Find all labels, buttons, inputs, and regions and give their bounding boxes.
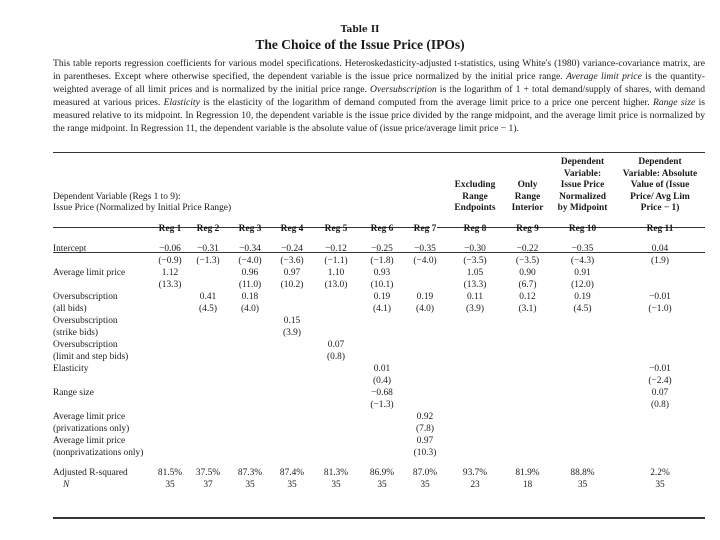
empty-cell xyxy=(53,215,153,239)
table-cell xyxy=(187,339,229,351)
table-cell xyxy=(271,375,313,387)
table-cell xyxy=(153,375,187,387)
table-cell xyxy=(550,399,615,411)
table-cell xyxy=(153,327,187,339)
table-cell: 0.97 xyxy=(283,267,301,278)
table-cell xyxy=(187,387,229,399)
table-cell: 0.11 xyxy=(466,291,484,302)
row-label: N xyxy=(63,479,70,490)
table-cell xyxy=(445,339,505,351)
table-row xyxy=(53,447,705,459)
table-cell xyxy=(405,339,445,351)
table-cell xyxy=(271,423,313,435)
table-cell xyxy=(271,363,313,375)
table-cell: (13.0) xyxy=(324,279,348,290)
row-label xyxy=(53,255,153,267)
column-header: Reg 4 xyxy=(280,223,304,234)
table-cell: 0.07 xyxy=(651,387,669,398)
table-cell xyxy=(313,387,359,399)
table-cell xyxy=(313,303,359,315)
row-label xyxy=(53,399,153,411)
table-cell: 0.93 xyxy=(373,267,391,278)
table-cell: (10.3) xyxy=(413,447,437,458)
table-cell xyxy=(615,279,705,291)
column-header: Reg 8 xyxy=(463,223,487,234)
column-header: Reg 2 xyxy=(196,223,220,234)
table-cell xyxy=(550,375,615,387)
table-cell xyxy=(271,387,313,399)
table-cell xyxy=(615,423,705,435)
table-cell xyxy=(271,351,313,363)
table-cell xyxy=(550,315,615,327)
table-cell xyxy=(271,291,313,303)
table-cell: 0.01 xyxy=(373,363,391,374)
table-cell: 23 xyxy=(470,479,480,490)
table-cell xyxy=(359,315,405,327)
table-cell: 0.12 xyxy=(519,291,536,302)
table-cell xyxy=(187,267,229,279)
table-cell xyxy=(550,339,615,351)
table-cell xyxy=(445,375,505,387)
table-cell: (13.3) xyxy=(463,279,487,290)
table-cell xyxy=(405,399,445,411)
table-cell: (13.3) xyxy=(158,279,182,290)
table-cell: (4.0) xyxy=(416,303,434,314)
table-cell xyxy=(153,351,187,363)
table-cell xyxy=(505,339,550,351)
table-cell: 0.07 xyxy=(327,339,345,350)
table-cell xyxy=(187,375,229,387)
table-cell xyxy=(505,435,550,447)
row-label: Range size xyxy=(53,387,94,398)
table-cell xyxy=(229,411,271,423)
table-cell xyxy=(445,399,505,411)
table-cell xyxy=(313,327,359,339)
table-cell xyxy=(550,447,615,459)
table-cell xyxy=(229,363,271,375)
table-cell xyxy=(271,399,313,411)
group-header-left: Dependent Variable (Regs 1 to 9): Issue Price (Normalized by Initial Price Range) xyxy=(53,191,232,213)
summary-row xyxy=(53,467,705,479)
table-cell: (11.0) xyxy=(238,279,262,290)
top-rule xyxy=(53,152,705,153)
table-cell: 35 xyxy=(655,479,665,490)
table-cell: (0.4) xyxy=(373,375,391,386)
table-cell: −0.34 xyxy=(239,243,261,254)
column-header: Reg 1 xyxy=(158,223,182,234)
table-cell xyxy=(229,399,271,411)
table-cell xyxy=(405,387,445,399)
table-cell xyxy=(550,411,615,423)
term-oversubscription: Oversubscription xyxy=(370,84,437,95)
table-cell xyxy=(229,423,271,435)
table-cell xyxy=(615,315,705,327)
table-cell xyxy=(271,339,313,351)
caption-text: is the elasticity of the logarithm of demand computed from the average limit price to a price one percent higher. xyxy=(199,97,653,108)
row-label: Oversubscription xyxy=(53,291,118,302)
table-cell: 0.96 xyxy=(241,267,259,278)
table-cell: (−1.1) xyxy=(324,255,348,266)
table-cell xyxy=(187,411,229,423)
table-cell xyxy=(505,375,550,387)
table-cell: 1.12 xyxy=(161,267,179,278)
table-cell: 0.90 xyxy=(519,267,536,278)
table-cell xyxy=(313,423,359,435)
table-cell xyxy=(359,339,405,351)
table-cell xyxy=(445,435,505,447)
table-cell: (−4.3) xyxy=(570,255,595,266)
row-label: Elasticity xyxy=(53,363,89,374)
table-cell: (−1.3) xyxy=(196,255,220,266)
table-cell: −0.06 xyxy=(159,243,181,254)
table-cell xyxy=(550,327,615,339)
table-cell xyxy=(229,447,271,459)
column-header: Reg 7 xyxy=(413,223,437,234)
table-cell xyxy=(187,399,229,411)
table-cell xyxy=(615,267,705,279)
table-cell xyxy=(271,435,313,447)
table-cell: (0.8) xyxy=(651,399,669,410)
table-cell: 87.4% xyxy=(279,467,305,478)
table-cell: −0.01 xyxy=(649,363,671,374)
table-cell: −0.25 xyxy=(371,243,393,254)
table-title: The Choice of the Issue Price (IPOs) xyxy=(255,37,465,52)
table-cell: 37 xyxy=(203,479,213,490)
table-cell: 0.04 xyxy=(651,243,669,254)
table-row xyxy=(53,339,705,351)
table-cell: 0.91 xyxy=(574,267,591,278)
table-cell: 18 xyxy=(522,479,533,490)
table-cell: 81.3% xyxy=(323,467,349,478)
table-cell: −0.24 xyxy=(281,243,303,254)
table-cell xyxy=(505,315,550,327)
table-cell: 1.10 xyxy=(327,267,345,278)
column-header: Reg 5 xyxy=(324,223,348,234)
table-cell xyxy=(187,435,229,447)
table-row xyxy=(53,291,705,303)
table-cell: (4.5) xyxy=(573,303,592,314)
table-cell: 35 xyxy=(287,479,297,490)
table-cell xyxy=(229,435,271,447)
table-cell: 2.2% xyxy=(650,467,670,478)
table-cell xyxy=(359,435,405,447)
table-row xyxy=(53,435,705,447)
table-cell: 37.5% xyxy=(195,467,221,478)
table-cell: 81.5% xyxy=(157,467,183,478)
table-cell: (−1.8) xyxy=(370,255,394,266)
group-header-row xyxy=(53,157,705,215)
table-cell: (4.5) xyxy=(199,303,217,314)
row-label: (nonprivatizations only) xyxy=(53,447,144,458)
table-cell xyxy=(359,447,405,459)
table-cell xyxy=(153,387,187,399)
table-cell: (3.9) xyxy=(283,327,301,338)
table-cell xyxy=(405,327,445,339)
table-cell: 35 xyxy=(245,479,255,490)
table-cell xyxy=(187,351,229,363)
table-cell xyxy=(550,423,615,435)
table-row xyxy=(53,279,705,291)
table-cell xyxy=(187,279,229,291)
table-cell xyxy=(153,435,187,447)
table-cell xyxy=(615,435,705,447)
table-cell xyxy=(313,315,359,327)
table-cell: 35 xyxy=(420,479,430,490)
table-cell: (−4.0) xyxy=(413,255,437,266)
table-cell: (4.0) xyxy=(241,303,259,314)
table-cell: (−3.5) xyxy=(463,255,487,266)
term-average-limit-price: Average limit price xyxy=(566,71,642,82)
table-cell xyxy=(445,447,505,459)
table-cell xyxy=(153,423,187,435)
table-row xyxy=(53,239,705,255)
table-cell: 0.41 xyxy=(199,291,217,302)
table-cell: 1.05 xyxy=(466,267,484,278)
table-cell: 0.92 xyxy=(416,411,434,422)
table-cell xyxy=(153,363,187,375)
group-header: Excluding Range Endpoints xyxy=(454,180,496,213)
table-cell: (−1.3) xyxy=(370,399,394,410)
table-cell: 0.19 xyxy=(416,291,434,302)
table-cell: (−1.0) xyxy=(648,303,672,314)
table-cell: 93.7% xyxy=(462,467,488,478)
table-cell: 81.9% xyxy=(515,467,540,478)
table-cell: −0.35 xyxy=(571,243,594,254)
caption-text: is the logarithm of 1 + total demand/supply of shares, with demand measured at various prices. xyxy=(53,84,706,108)
table-cell: (−0.9) xyxy=(158,255,182,266)
table-cell xyxy=(550,351,615,363)
column-header: Reg 9 xyxy=(516,223,539,234)
table-cell xyxy=(615,339,705,351)
table-cell xyxy=(615,351,705,363)
table-cell xyxy=(445,423,505,435)
row-label xyxy=(53,279,153,291)
table-cell: 0.19 xyxy=(574,291,591,302)
table-cell xyxy=(359,327,405,339)
table-cell xyxy=(359,423,405,435)
table-cell xyxy=(229,375,271,387)
table-cell: −0.22 xyxy=(516,243,539,254)
table-row xyxy=(53,327,705,339)
table-cell xyxy=(505,411,550,423)
table-cell: 35 xyxy=(577,479,588,490)
table-row xyxy=(53,267,705,279)
table-cell: 0.15 xyxy=(283,315,301,326)
table-cell xyxy=(445,411,505,423)
table-cell xyxy=(229,339,271,351)
table-row xyxy=(53,375,705,387)
row-label: (all bids) xyxy=(53,303,87,314)
table-row xyxy=(53,303,705,315)
table-row xyxy=(53,363,705,375)
row-label: Oversubscription xyxy=(53,339,118,350)
table-cell xyxy=(313,375,359,387)
table-cell: 87.0% xyxy=(412,467,438,478)
table-cell xyxy=(405,315,445,327)
table-cell xyxy=(405,279,445,291)
row-label: (strike bids) xyxy=(53,327,99,338)
table-cell: −0.35 xyxy=(414,243,436,254)
table-cell: (−4.0) xyxy=(238,255,262,266)
table-cell: 35 xyxy=(331,479,341,490)
table-cell xyxy=(187,327,229,339)
table-cell xyxy=(153,339,187,351)
term-range-size: Range size xyxy=(652,97,696,108)
table-cell xyxy=(505,387,550,399)
row-label: (limit and step bids) xyxy=(53,351,129,362)
column-header: Reg 11 xyxy=(646,223,674,234)
table-cell: (10.2) xyxy=(280,279,304,290)
table-cell: 87.3% xyxy=(237,467,263,478)
table-cell xyxy=(405,363,445,375)
table-cell: (7.8) xyxy=(416,423,434,434)
row-label: Average limit price xyxy=(53,435,126,446)
table-cell xyxy=(313,399,359,411)
table-cell xyxy=(313,363,359,375)
table-cell: −0.01 xyxy=(649,291,671,302)
table-cell xyxy=(505,363,550,375)
table-cell xyxy=(445,327,505,339)
table-cell: −0.31 xyxy=(197,243,219,254)
table-row xyxy=(53,399,705,411)
table-cell xyxy=(229,315,271,327)
table-cell xyxy=(359,411,405,423)
table-cell xyxy=(445,387,505,399)
column-header: Reg 10 xyxy=(568,223,597,234)
table-cell xyxy=(229,327,271,339)
row-label: Average limit price xyxy=(53,267,126,278)
table-cell: (10.1) xyxy=(370,279,394,290)
table-cell xyxy=(615,411,705,423)
table-cell xyxy=(187,363,229,375)
table-cell xyxy=(615,447,705,459)
summary-row xyxy=(53,479,705,491)
table-cell: (−3.6) xyxy=(280,255,304,266)
table-cell xyxy=(405,351,445,363)
table-cell xyxy=(313,411,359,423)
table-cell xyxy=(187,423,229,435)
table-cell xyxy=(359,351,405,363)
table-cell: (0.8) xyxy=(327,351,345,362)
table-row xyxy=(53,315,705,327)
table-cell xyxy=(550,435,615,447)
bottom-rule xyxy=(53,517,705,519)
table-row xyxy=(53,351,705,363)
table-cell: (1.9) xyxy=(651,255,669,266)
table-cell: (6.7) xyxy=(518,279,537,290)
table-cell xyxy=(313,447,359,459)
table-cell: (3.9) xyxy=(466,303,484,314)
spacer xyxy=(53,459,705,467)
table-row xyxy=(53,411,705,423)
table-cell: 88.8% xyxy=(570,467,595,478)
column-header: Reg 3 xyxy=(238,223,262,234)
table-cell xyxy=(271,447,313,459)
table-cell: −0.12 xyxy=(325,243,347,254)
table-cell xyxy=(505,351,550,363)
table-cell: −0.30 xyxy=(464,243,486,254)
table-cell xyxy=(445,351,505,363)
row-label xyxy=(53,375,153,387)
row-label: Oversubscription xyxy=(53,315,118,326)
caption-text: is the quantity-weighted average of all limit prices and is normalized by the initial price range. xyxy=(53,71,705,95)
table-cell: 35 xyxy=(165,479,175,490)
row-label: Adjusted R-squared xyxy=(53,467,128,478)
table-cell: (3.1) xyxy=(518,303,537,314)
table-row xyxy=(53,387,705,399)
table-cell xyxy=(271,411,313,423)
table-cell xyxy=(405,375,445,387)
row-label: Intercept xyxy=(53,243,87,254)
table-cell: 86.9% xyxy=(369,467,395,478)
caption-text: This table reports regression coefficients for various model specifications. Heteroskedasticity-adjusted t-statistics, using White's (1980) variance-covariance matrix, are in parentheses. Except where otherwise specified, the dependent variable is the issue price normalized by the initial price range. xyxy=(53,58,705,82)
table-cell xyxy=(505,399,550,411)
table-cell xyxy=(187,447,229,459)
table-cell xyxy=(405,267,445,279)
table-cell: 0.19 xyxy=(373,291,391,302)
table-cell: 35 xyxy=(377,479,387,490)
table-cell xyxy=(615,327,705,339)
spacer-row xyxy=(53,459,705,467)
table-cell xyxy=(153,447,187,459)
table-cell xyxy=(505,447,550,459)
table-cell xyxy=(187,315,229,327)
column-header: Reg 6 xyxy=(370,223,394,234)
row-label: Average limit price xyxy=(53,411,126,422)
table-cell xyxy=(271,303,313,315)
table-cell xyxy=(153,315,187,327)
table-cell xyxy=(229,387,271,399)
table-cell xyxy=(445,363,505,375)
table-cell xyxy=(313,291,359,303)
table-cell xyxy=(229,351,271,363)
table-cell: 0.97 xyxy=(416,435,434,446)
table-cell: (−3.5) xyxy=(515,255,540,266)
table-cell xyxy=(153,291,187,303)
table-row xyxy=(53,255,705,267)
table-cell xyxy=(505,423,550,435)
table-cell: −0.68 xyxy=(371,387,393,398)
table-cell: (12.0) xyxy=(571,279,594,290)
table-caption xyxy=(53,57,705,135)
table-cell xyxy=(505,327,550,339)
table-number: Table II xyxy=(340,25,380,35)
table-cell xyxy=(153,303,187,315)
caption-text: is measured relative to its midpoint. In Regression 10, the dependent variable is the issue price divided by the range midpoint, and the average limit price is normalized by the range midpoint. In Regression 11, the dependent variable is the absolute value of (issue price/average limit price − 1). xyxy=(53,97,705,134)
table-cell xyxy=(550,387,615,399)
table-cell xyxy=(550,363,615,375)
regression-table xyxy=(53,157,705,491)
table-cell: (−2.4) xyxy=(648,375,672,386)
row-label: (privatizations only) xyxy=(53,423,130,434)
term-elasticity: Elasticity xyxy=(163,97,200,108)
table-cell xyxy=(153,411,187,423)
column-header-row xyxy=(53,215,705,239)
table-cell: 0.18 xyxy=(241,291,259,302)
table-cell: (4.1) xyxy=(373,303,391,314)
table-cell xyxy=(445,315,505,327)
group-header: Only Range Interior xyxy=(511,180,544,213)
table-cell xyxy=(153,399,187,411)
group-header: Dependent Variable: Absolute Value of (Issue Price/ Avg Lim Price − 1) xyxy=(622,157,698,213)
table-row xyxy=(53,423,705,435)
table-cell xyxy=(313,435,359,447)
group-header: Dependent Variable: Issue Price Normalized by Midpoint xyxy=(557,157,608,213)
